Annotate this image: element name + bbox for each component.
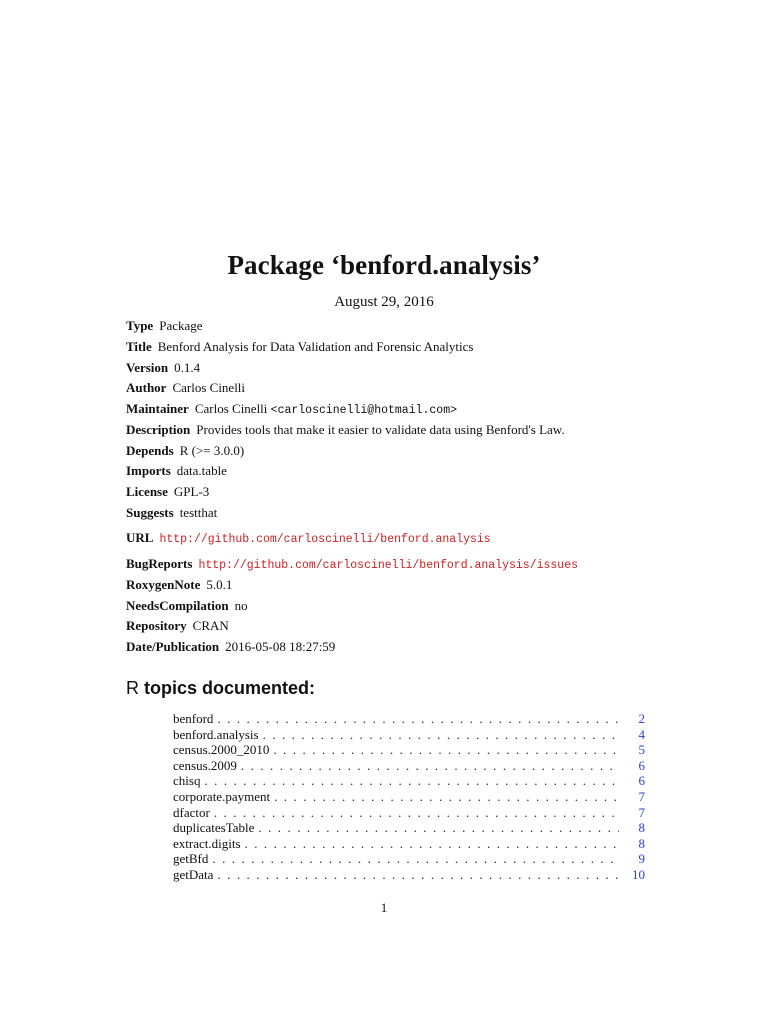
field-key: Suggests [126,505,174,520]
field-description [126,421,565,439]
url-link[interactable]: http://github.com/carloscinelli/benford.analysis [159,533,491,546]
toc-row[interactable] [173,711,645,727]
toc-leader-dots [217,711,619,727]
toc-page-link[interactable]: 5 [638,742,645,758]
toc-topic-name: getBfd [173,851,209,867]
field-key: BugReports [126,556,193,571]
field-value: testthat [179,505,218,520]
field-key: Imports [126,463,171,478]
toc-topic-name: corporate.payment [173,788,271,804]
field-repository [126,617,229,635]
field-title [126,338,473,356]
toc-page-link[interactable]: 8 [638,835,645,851]
field-key: NeedsCompilation [126,598,229,613]
field-value: data.table [176,463,227,478]
toc-page-link[interactable]: 6 [638,773,645,789]
field-key: Description [126,422,191,437]
maintainer-email: <carloscinelli@hotmail.com> [270,404,458,417]
page-title: Package ‘benford.analysis’ [227,250,541,280]
page-date: August 29, 2016 [334,294,434,310]
field-url [126,529,491,549]
field-maintainer [126,400,457,420]
field-key: Maintainer [126,401,189,416]
toc-topic-name: duplicatesTable [173,820,255,836]
toc-row[interactable] [173,867,645,883]
toc-leader-dots [273,742,619,758]
toc-leader-dots [274,789,619,805]
field-bugreports [126,555,578,575]
toc-page-link[interactable]: 7 [638,788,645,804]
field-value: 5.0.1 [206,577,233,592]
section-heading-topics [126,678,315,699]
field-key: License [126,484,168,499]
field-value: R (>= 3.0.0) [179,443,245,458]
toc-topic-name: census.2000_2010 [173,742,270,758]
field-value: 0.1.4 [174,360,201,375]
topics-list [173,711,645,883]
field-value: CRAN [192,618,229,633]
field-key: Repository [126,618,187,633]
field-value: no [234,598,248,613]
toc-page-link[interactable]: 9 [638,851,645,867]
section-heading-text: topics documented: [144,678,316,698]
toc-row[interactable] [173,742,645,758]
field-suggests [126,504,217,522]
toc-page-link[interactable]: 6 [638,757,645,773]
toc-leader-dots [212,851,619,867]
toc-leader-dots [214,805,619,821]
field-key: URL [126,530,154,545]
field-value: Carlos Cinelli [172,380,246,395]
field-value: Carlos Cinelli [194,401,268,416]
toc-row[interactable] [173,851,645,867]
bugreports-link[interactable]: http://github.com/carloscinelli/benford.analysis/issues [198,559,579,572]
toc-topic-name: getData [173,866,214,882]
toc-page-link[interactable]: 4 [638,726,645,742]
toc-row[interactable] [173,727,645,743]
toc-leader-dots [204,773,619,789]
toc-topic-name: benford [173,711,214,726]
field-key: RoxygenNote [126,577,201,592]
field-key: Type [126,318,154,333]
field-value: Package [159,318,203,333]
toc-page-link[interactable]: 10 [632,866,645,882]
field-value: Benford Analysis for Data Validation and Forensic Analytics [157,339,474,354]
field-needscompilation [126,597,248,615]
r-letter: R [126,678,139,698]
field-type [126,317,203,335]
field-depends [126,442,244,460]
field-imports [126,462,227,480]
toc-leader-dots [241,758,619,774]
field-value: 2016-05-08 18:27:59 [225,639,336,654]
field-value: GPL-3 [173,484,210,499]
field-license [126,483,209,501]
field-key: Title [126,339,152,354]
toc-row[interactable] [173,805,645,821]
toc-leader-dots [217,867,619,883]
toc-page-link[interactable]: 2 [638,711,645,726]
toc-leader-dots [245,836,619,852]
field-roxygennote [126,576,232,594]
toc-leader-dots [258,820,619,836]
field-version [126,359,200,377]
toc-topic-name: extract.digits [173,835,241,851]
toc-topic-name: census.2009 [173,757,237,773]
toc-row[interactable] [173,758,645,774]
field-key: Version [126,360,169,375]
toc-topic-name: benford.analysis [173,726,259,742]
field-key: Depends [126,443,174,458]
toc-row[interactable] [173,789,645,805]
toc-row[interactable] [173,836,645,852]
field-date-publication [126,638,335,656]
toc-page-link[interactable]: 8 [638,820,645,836]
field-key: Author [126,380,167,395]
field-key: Date/Publication [126,639,220,654]
page-number: 1 [380,900,388,915]
field-value: Provides tools that make it easier to validate data using Benford's Law. [196,422,565,437]
toc-topic-name: dfactor [173,804,210,820]
toc-leader-dots [263,727,619,743]
toc-row[interactable] [173,773,645,789]
toc-topic-name: chisq [173,773,201,789]
toc-row[interactable] [173,820,645,836]
field-author [126,379,245,397]
toc-page-link[interactable]: 7 [638,804,645,820]
